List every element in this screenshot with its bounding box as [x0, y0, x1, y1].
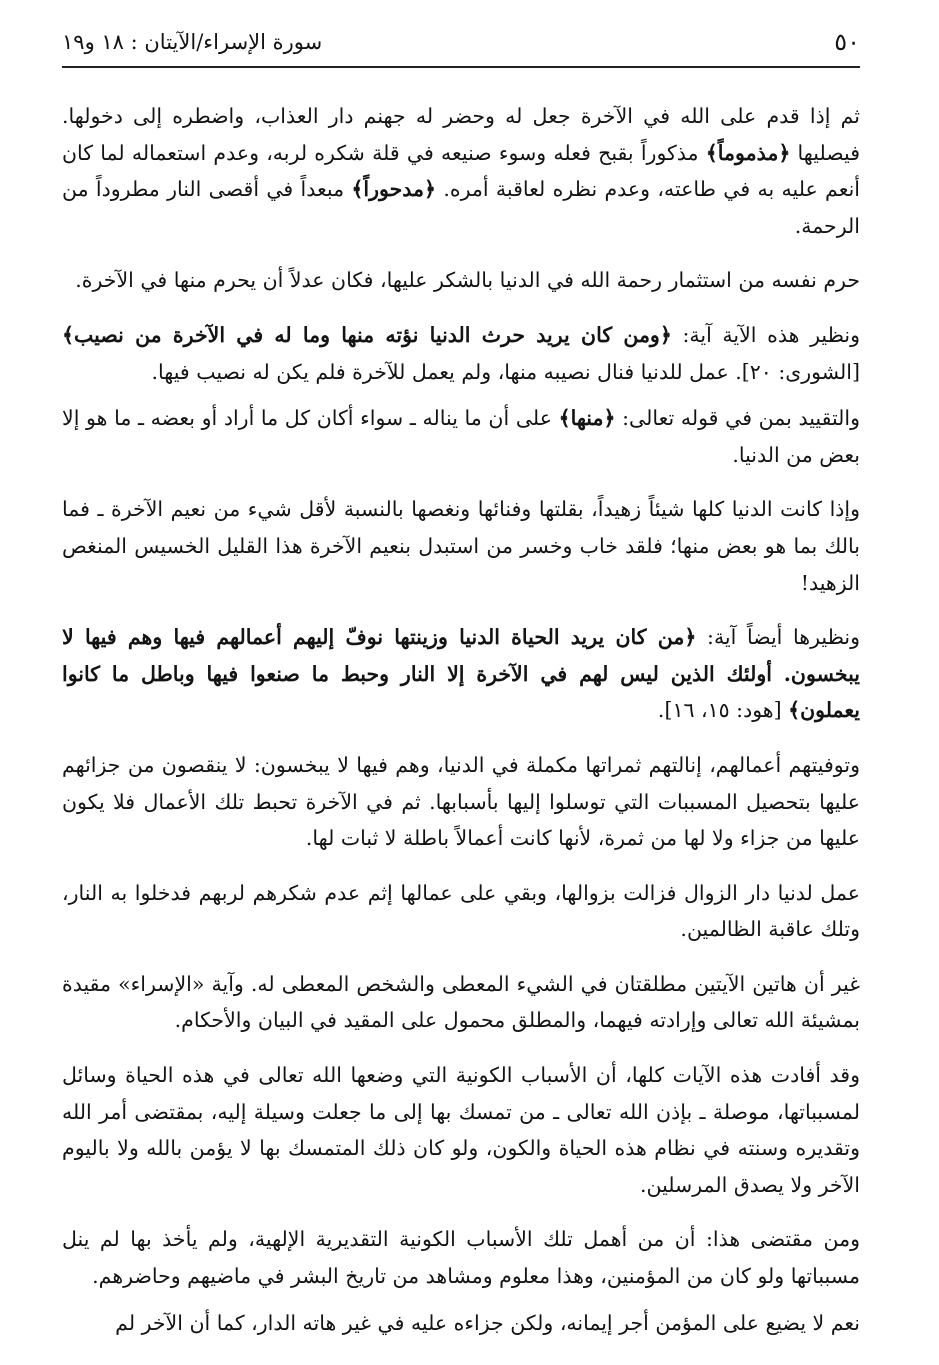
paragraph-text: وتوفيتهم أعمالهم، إنالتهم ثمراتها مكملة في الدنيا، وهم فيها لا يبخسون: لا ينقصون من جزائهم عليها بتحصيل المسببات التي توسلوا إليها بأسبابها. ثم في الآخرة تحبط تلك الأعمال فلا يكون عليها من جزاء ولا لها من ثمرة، لأنها كانت أعمالاً باطلة لا ثبات لها. — [62, 752, 860, 851]
paragraph-text: وقد أفادت هذه الآيات كلها، أن الأسباب الكونية التي وضعها الله تعالى في هذه الحياة وسائل لمسبباتها، موصلة ـ بإذن الله تعالى ـ من تمسك بها إلى ما جعلت وسيلة إليه، بمقتضى أمر الله وتقديره وسنته في نظام هذه الحياة والكون، ولو كان ذلك المتمسك بها لا يؤمن بالله ولا باليوم الآخر ولا يصدق المرسلين. — [62, 1063, 860, 1197]
paragraph-text: [هود: ١٥، ١٦]. — [657, 698, 789, 723]
quran-quote: ﴿مذموماً﴾ — [705, 140, 791, 165]
paragraph — [62, 262, 860, 299]
paragraph — [62, 400, 860, 473]
paragraph — [62, 875, 860, 948]
paragraph — [62, 98, 860, 244]
paragraph-text: نعم لا يضيع على المؤمن أجر إيمانه، ولكن جزاءه عليه في غير هاته الدار، كما أن الآخر لم — [115, 1310, 860, 1335]
page-number: ٥٠ — [834, 28, 860, 56]
paragraph-text: ونظير هذه الآية آية: — [671, 322, 860, 347]
paragraph-text: [الشورى: ٢٠]. عمل للدنيا فنال نصيبه منها، ولم يعمل للآخرة فلم يكن له نصيب فيها. — [151, 359, 860, 384]
paragraph-text: وإذا كانت الدنيا كلها شيئاً زهيداً، بقلتها وفنائها ونغصها بالنسبة لأقل شيء من نعيم الآخرة ـ فما بالك بما هو بعض منها؛ فلقد خاب وخسر من استبدل بنعيم الآخرة هذا القليل الخسيس المنغص الزهيد! — [62, 497, 860, 595]
page-header — [62, 22, 860, 68]
paragraph — [62, 1221, 860, 1294]
paragraph-text: ومن مقتضى هذا: أن من أهمل تلك الأسباب الكونية التقديرية الإلهية، ولم يأخذ بها لم ينل مسبباتها ولو كان من المؤمنين، وهذا معلوم ومشاهد من تاريخ البشر في ماضيهم وحاضرهم. — [62, 1227, 860, 1289]
quran-quote: ﴿منها﴾ — [558, 406, 616, 431]
paragraph-text: على أن ما يناله ـ سواء أكان كل ما أراد أو بعضه ـ ما هو إلا بعض من الدنيا. — [62, 406, 860, 467]
paragraph-text: ثم إذا قدم على الله في الآخرة جعل له وحضر له جهنم دار العذاب، واضطره إلى دخولها. فيصليها — [62, 104, 860, 165]
paragraph — [62, 1057, 860, 1203]
paragraph-text: والتقييد بمن في قوله تعالى: — [615, 406, 860, 431]
paragraph — [62, 747, 860, 857]
book-page — [62, 22, 860, 1359]
paragraph — [62, 1305, 860, 1342]
paragraph-text: ونظيرها أيضاً آية: — [696, 625, 860, 650]
paragraph — [62, 317, 860, 390]
paragraph-text: مذكوراً بقبح فعله وسوء صنيعه في قلة شكره لربه، وعدم استعماله لما كان أنعم عليه به في طاعته، وعدم نظره لعاقبة أمره. — [62, 140, 860, 202]
paragraph-text: مبعداً في أقصى النار مطروداً من الرحمة. — [62, 177, 860, 238]
paragraph-text: غير أن هاتين الآيتين مطلقتان في الشيء المعطى والشخص المعطى له. وآية «الإسراء» مقيدة بمشيئة الله تعالى وإرادته فيهما، والمطلق محمول على المقيد في البيان والأحكام. — [62, 971, 860, 1033]
quran-quote: ﴿مدحوراً﴾ — [351, 177, 437, 202]
paragraph — [62, 966, 860, 1039]
quran-quote: ﴿ومن كان يريد حرث الدنيا نؤته منها وما له في الآخرة من نصيب﴾ — [62, 322, 672, 347]
paragraph-text: حرم نفسه من استثمار رحمة الله في الدنيا بالشكر عليها، فكان عدلاً أن يحرم منها في الآخرة. — [75, 268, 860, 293]
quran-quote: ﴿من كان يريد الحياة الدنيا وزينتها نوفّ إليهم أعمالهم فيها وهم فيها لا يبخسون. أولئك الذين ليس لهم في الآخرة إلا النار وحبط ما صنعوا فيها وباطل ما كانوا يعملون﴾ — [62, 625, 860, 723]
paragraph-text: عمل لدنيا دار الزوال فزالت بزوالها، وبقي على عمالها إثم عدم شكرهم لربهم فدخلوا به النار، وتلك عاقبة الظالمين. — [62, 880, 860, 942]
paragraph — [62, 619, 860, 729]
running-title: سورة الإسراء/الآيتان : ١٨ و١٩ — [62, 30, 323, 54]
paragraph — [62, 491, 860, 601]
page-body — [62, 98, 860, 1341]
